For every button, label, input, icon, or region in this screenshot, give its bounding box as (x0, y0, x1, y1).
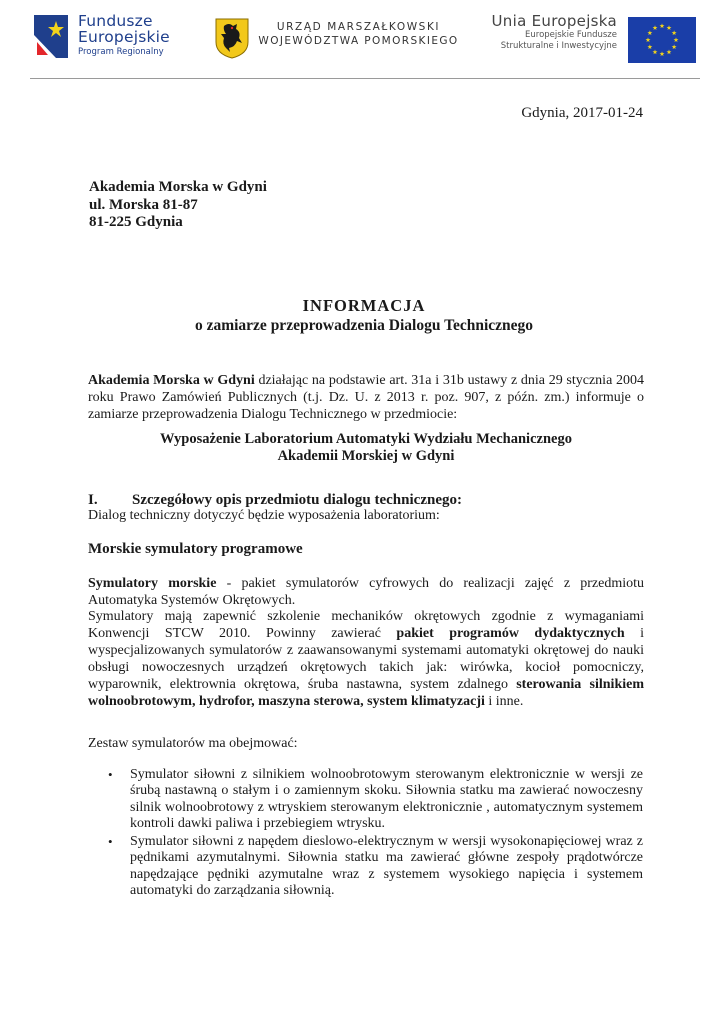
eu-line3: Strukturalne i Inwestycyjne (500, 41, 617, 51)
req-bold1: pakiet programów dydaktycznych (396, 626, 625, 641)
document-title-block (86, 296, 642, 336)
section-text: Dialog techniczny dotyczyć będzie wyposażenia laboratorium: (88, 508, 440, 523)
simulator-list (108, 767, 643, 901)
intro-institution: Akademia Morska w Gdyni (88, 373, 255, 388)
list-item-text: Symulator siłowni z silnikiem wolnoobrotowym sterowanym elektronicznie w wersji ze śrubą nastawną o stałym i o zamiennym skoku. Siłownia statku ma zawierać nowoczesny silnik wolnoobrotowy z wtryskiem sterowanym elektronicznie , automatycznym systemem kontroli dawki paliwa i przebiegiem wtrysku. (130, 767, 643, 831)
office-line1: URZĄD MARSZAŁKOWSKI (276, 21, 441, 33)
eu-line1: Unia Europejska (491, 12, 617, 30)
griffin-crest-icon (215, 18, 249, 59)
simulators-heading: Morskie symulatory programowe (88, 541, 303, 557)
funds-logo-icon (34, 15, 68, 58)
section-title: Szczegółowy opis przedmiotu dialogu technicznego: (132, 492, 462, 508)
subject-line2: Akademii Morskiej w Gdyni (277, 448, 455, 464)
req-bold2: sterowania silnikiem wolnoobrotowym, hydrofor, maszyna sterowa, system klimatyzacji (88, 677, 644, 709)
intro-paragraph (88, 372, 644, 423)
req-part3: i inne. (484, 694, 524, 709)
req-part2: i wyspecjalizowanych symulatorów z zaawansowanymi systemami automatyki okrętowej do nauki obsługi nowoczesnych urządzeń okrętowych takich jak: wirówka, kocioł pomocniczy, wyparownik, elektrownia okrętowa, śruba nastawna, system zdalnego (88, 626, 644, 692)
funds-logo-line2: Europejskie (78, 28, 170, 46)
funds-logo-text (78, 13, 170, 58)
letter-date: Gdynia, 2017-01-24 (521, 105, 643, 121)
section-heading (88, 492, 648, 508)
list-item-text: Symulator siłowni z napędem dieslowo-elektrycznym w wersji wysokonapięciowej wraz z pędnikami azymutalnymi. Siłownia statku ma zawierać główne zespoły prądotwórcze napędzające pędniki azymutalne wraz z systemem wysokiego napięcia i systemem automatyki do zarządzania siłownią. (130, 834, 643, 899)
section-one (88, 492, 648, 524)
simulators-definition: - pakiet symulatorów cyfrowych do realizacji zajęć z przedmiotu Automatyka Systemów Okrętowych. (88, 576, 645, 608)
list-item (108, 767, 643, 832)
office-line2: WOJEWÓDZTWA POMORSKIEGO (258, 35, 459, 47)
document-subtitle: o zamiarze przeprowadzenia Dialogu Technicznego (194, 317, 534, 334)
address-line: Akademia Morska w Gdyni (89, 179, 267, 195)
address-line: ul. Morska 81-87 (89, 196, 198, 213)
simulators-paragraph (88, 575, 644, 609)
bullet-icon: • (108, 834, 113, 850)
eu-text (492, 12, 617, 52)
list-item (108, 834, 643, 899)
document-title: INFORMACJA (302, 296, 426, 315)
section-number: I. (88, 492, 98, 508)
dialogue-subject (88, 431, 644, 465)
address-line: 81-225 Gdynia (89, 214, 183, 230)
subject-line1: Wyposażenie Laboratorium Automatyki Wydziału Mechanicznego (160, 431, 572, 447)
recipient-address (89, 179, 267, 232)
eu-flag-icon (628, 17, 696, 63)
office-name (256, 20, 461, 48)
req-part1: Symulatory mają zapewnić szkolenie mechaników okrętowych zgodnie z wymaganiami Konwencji STCW 2010. Powinny zawierać (88, 609, 644, 641)
simulators-requirements (88, 608, 644, 710)
header-divider (30, 78, 700, 79)
simulators-term: Symulatory morskie (88, 576, 217, 591)
bullet-icon: • (108, 767, 113, 782)
intro-text: działając na podstawie art. 31a i 31b ustawy z dnia 29 stycznia 2004 roku Prawo Zamówień Publicznych (t.j. Dz. U. z 2013 r. poz. 907, z późn. zm.) informuje o zamiarze przeprowadzenia Dialogu Technicznego w przedmiocie: (88, 373, 645, 422)
funds-logo-line3: Program Regionalny (78, 47, 164, 57)
eu-line2: Europejskie Fundusze (525, 30, 617, 40)
funds-logo-line1: Fundusze (78, 12, 153, 30)
set-intro: Zestaw symulatorów ma obejmować: (88, 736, 298, 751)
